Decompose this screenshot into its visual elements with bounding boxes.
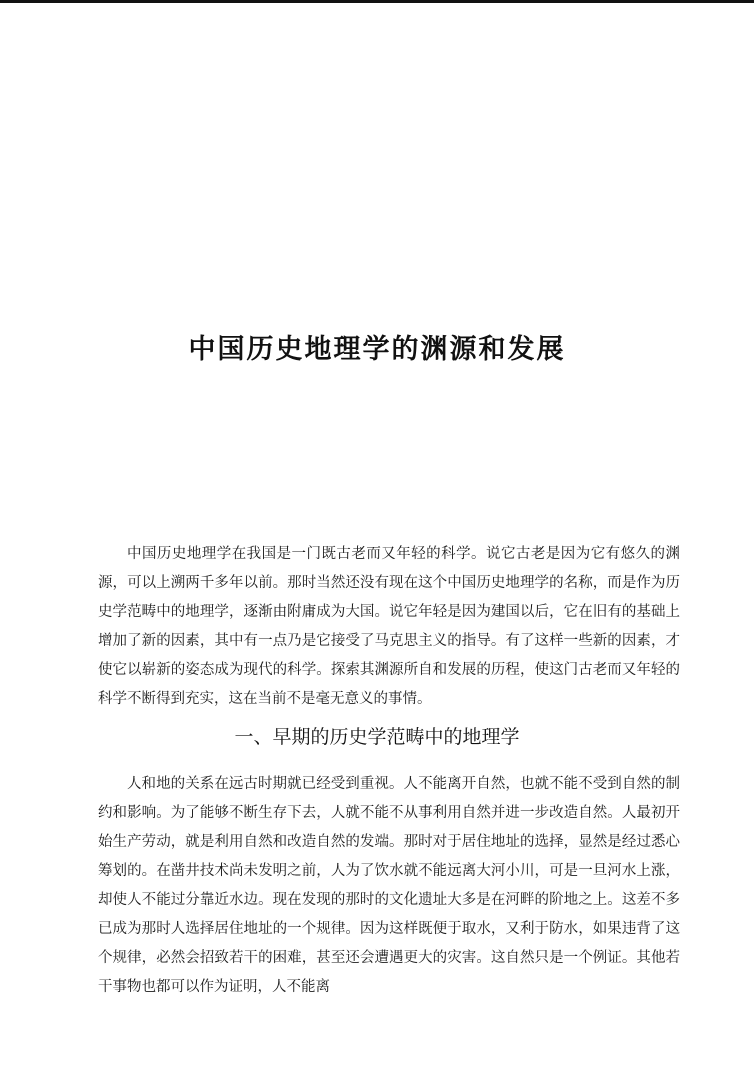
section-paragraph: 人和地的关系在远古时期就已经受到重视。人不能离开自然，也就不能不受到自然的制约和影响。为了能够不断生存下去，人就不能不从事利用自然并进一步改造自然。人最初开始生产劳动，就是利用自然和改造自然的发端。那时对于居住地址的选择，显然是经过悉心筹划的。在凿井技术尚未发明之前，人为了饮水就不能远离大河小川，可是一旦河水上涨，却使人不能过分靠近水边。现在发现的那时的文化遗址大多是在河畔的阶地之上。这差不多已成为那时人选择居住地址的一个规律。因为这样既便于取水，又利于防水，如果违背了这个规律，必然会招致若干的困难，甚至还会遭遇更大的灾害。这自然只是一个例证。其他若干事物也都可以作为证明，人不能离 (98, 776, 680, 995)
chapter-title: 中国历史地理学的渊源和发展 (188, 334, 566, 365)
top-border-rule (0, 0, 754, 3)
intro-paragraph: 中国历史地理学在我国是一门既古老而又年轻的科学。说它古老是因为它有悠久的渊源，可以上溯两千多年以前。那时当然还没有现在这个中国历史地理学的名称，而是作为历史学范畴中的地理学，逐渐由附庸成为大国。说它年轻是因为建国以后，它在旧有的基础上增加了新的因素，其中有一点乃是它接受了马克思主义的指导。有了这样一些新的因素，才使它以崭新的姿态成为现代的科学。探索其渊源所自和发展的历程，使这门古老而又年轻的科学不断得到充实，这在当前不是毫无意义的事情。 (98, 546, 680, 707)
section-heading: 一、早期的历史学范畴中的地理学 (234, 726, 520, 748)
